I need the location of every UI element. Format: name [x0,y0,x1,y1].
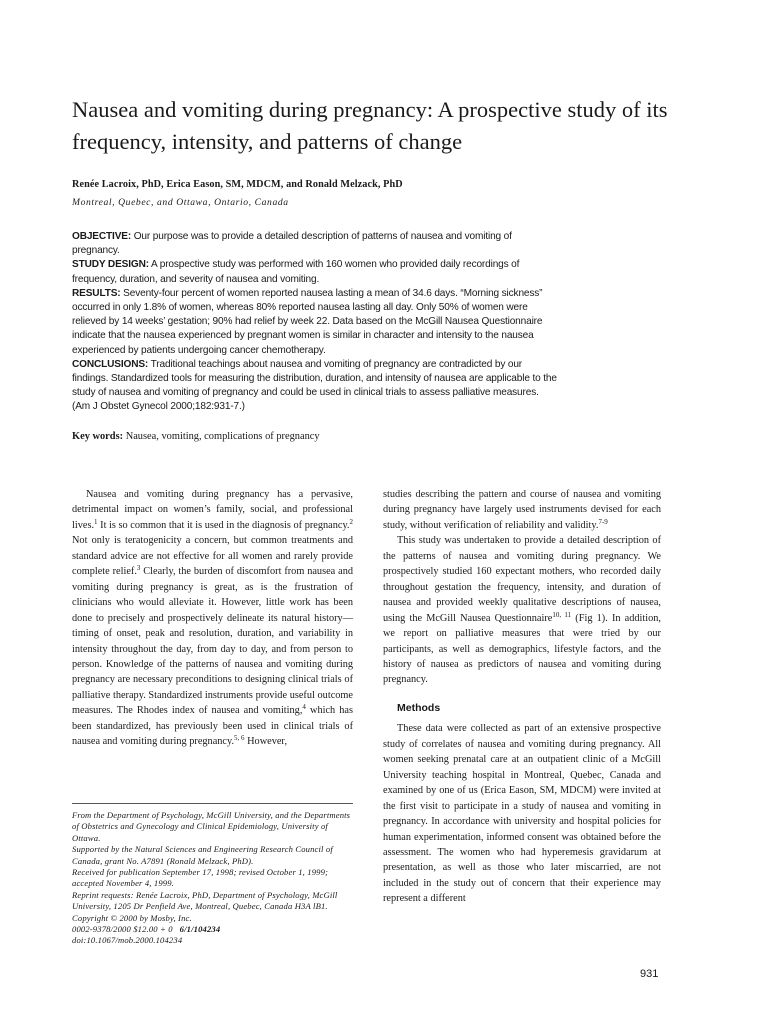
author-list: Renée Lacroix, PhD, Erica Eason, SM, MDCM, and Ronald Melzack, PhD [72,179,403,190]
methods-paragraph: These data were collected as part of an extensive prospective study of correlates of nausea and vomiting during pregnancy. All women seeking prenatal care at an outpatient clinic of a McGill University teaching hospital in Montreal, Quebec, Canada and examined by one of us (Erica Eason, SM, MDCM) were invited at the first visit to participate in a study of nausea and vomiting in pregnancy. In accordance with university and hospital policies for human experimentation, informed consent was obtained before the assessment. The women who had hyperemesis gravidarum at presentation, as well as those who later miscarried, are not included in the study out of concern that their experience may represent a different [383,723,661,905]
abstract-text: A prospective study was performed with 160 women who provided daily recordings of frequency, duration, and severity of nausea and vomiting. [72,259,520,285]
footnote-divider [72,803,353,804]
abstract-results [72,287,557,358]
abstract-label: CONCLUSIONS: [72,358,149,370]
keywords-label: Key words: [72,431,124,442]
keywords [72,431,320,442]
abstract-text: Traditional teachings about nausea and vomiting of pregnancy are contradicted by our findings. Standardized tools for measuring the distribution, duration, and intensity of nausea are applicable to the study of nausea and vomiting of pregnancy and could be used in clinical trials to assess palliative measures. (Am J Obstet Gynecol 2000;182:931-7.) [72,358,557,413]
body-column-left [72,487,353,750]
footnote-funding: Supported by the Natural Sciences and Engineering Research Council of Canada, grant No. A7891 (Ronald Melzack, PhD). [72,844,333,866]
citation-superscript: 5, 6 [234,734,245,743]
intro-paragraph-continued: studies describing the pattern and course of nausea and vomiting during pregnancy have largely used instruments devised for each study, without verification of reliability and validity.$^{7-9}$ [383,489,661,531]
keywords-text: Nausea, vomiting, complications of pregnancy [123,431,320,442]
article-code: 6/1/104234 [179,924,221,935]
issn-text: 0002-9378/2000 $12.00 + 0 [72,924,173,935]
abstract-text: Our purpose was to provide a detailed description of patterns of nausea and vomiting of pregnancy. [72,231,512,257]
citation-superscript: 10, 11 [552,610,572,619]
intro-paragraph: Nausea and vomiting during pregnancy has a pervasive, detrimental impact on women’s family, social, and professional lives.$^1$ It is so common that it is used in the diagnosis of pregnancy.$^2$ Not only is teratogenicity a concern, but common treatments and standard advice are not effective for all women and rarely provide complete relief.$^3$ Clearly, the burden of discomfort from nausea and vomiting during pregnancy is great, as is the frustration of clinicians who would alleviate it. However, little work has been done to precisely and prospectively delineate its natural history—timing of onset, peak and resolution, duration, and variability in intensity throughout the day, from day to day, and from person to person. Knowledge of the patterns of nausea and vomiting during pregnancy are necessary preconditions to designing clinical trials of palliative therapy. Standardized instruments provide useful outcome measures. The Rhodes index of nausea and vomiting,$^4$ which has been standardized, has previously been used in clinical trials of nausea and vomiting during pregnancy.$^{5, 6}$ However, [72,489,353,748]
abstract-label: OBJECTIVE: [72,231,132,242]
citation-superscript: 3 [136,564,141,573]
citation-superscript: 7-9 [598,517,608,526]
abstract [72,230,557,415]
aims-paragraph: This study was undertaken to provide a detailed description of the patterns of nausea and vomiting during pregnancy. We prospectively studied 160 expectant mothers, who recorded daily throughout gestation the frequency, intensity, and duration of nausea and provided weekly qualitative descriptions of nausea, using the McGill Nausea Questionnaire$^{10, 11}$ (Fig 1). In addition, we report on palliative measures that were tried by our participants, as well as demographics, lifestyle factors, and the history of nausea as predictors of nausea and vomiting during pregnancy. [383,535,661,686]
article-title: Nausea and vomiting during pregnancy: A prospective study of its frequency, intensity, and patterns of change [72,97,668,154]
abstract-text: Seventy-four percent of women reported nausea lasting a mean of 34.6 days. “Morning sickness” occurred in only 1.8% of women, whereas 80% reported nausea lasting all day. Only 50% of women were relieved by 14 weeks’ gestation; 90% had relief by week 22. Data based on the McGill Nausea Questionnaire indicate that the nausea experienced by pregnant women is similar in character and intensity to the nausea experienced by patients undergoing cancer chemotherapy. [72,287,543,356]
citation-superscript: 1 [94,517,98,526]
footnote-doi: doi:10.1067/mob.2000.104234 [72,935,183,946]
methods-heading: Methods [397,701,441,714]
page-number: 931 [640,968,659,980]
abstract-conclusions [72,358,557,415]
citation-superscript: 4 [302,703,306,712]
abstract-label: STUDY DESIGN: [72,259,149,271]
body-column-right [383,487,661,907]
footnote-institution: From the Department of Psychology, McGill University, and the Departments of Obstetrics and Gynecology and Clinical Epidemiology, University of Ottawa. [72,810,351,843]
abstract-objective [72,230,557,258]
abstract-label: RESULTS: [72,287,121,299]
footnote-copyright: Copyright © 2000 by Mosby, Inc. [72,912,192,923]
author-affiliation: Montreal, Quebec, and Ottawa, Ontario, Canada [72,197,289,208]
article-footnotes [72,810,357,947]
footnote-received: Received for publication September 17, 1998; revised October 1, 1999; accepted November 4, 1999. [72,867,329,889]
abstract-study-design [72,258,557,286]
footnote-issn [72,924,357,935]
citation-superscript: 2 [349,517,353,526]
footnote-reprints: Reprint requests: Renée Lacroix, PhD, Department of Psychology, McGill University, 1205 Dr Penfield Ave, Montreal, Quebec, Canada H3A lB1. [72,889,338,912]
